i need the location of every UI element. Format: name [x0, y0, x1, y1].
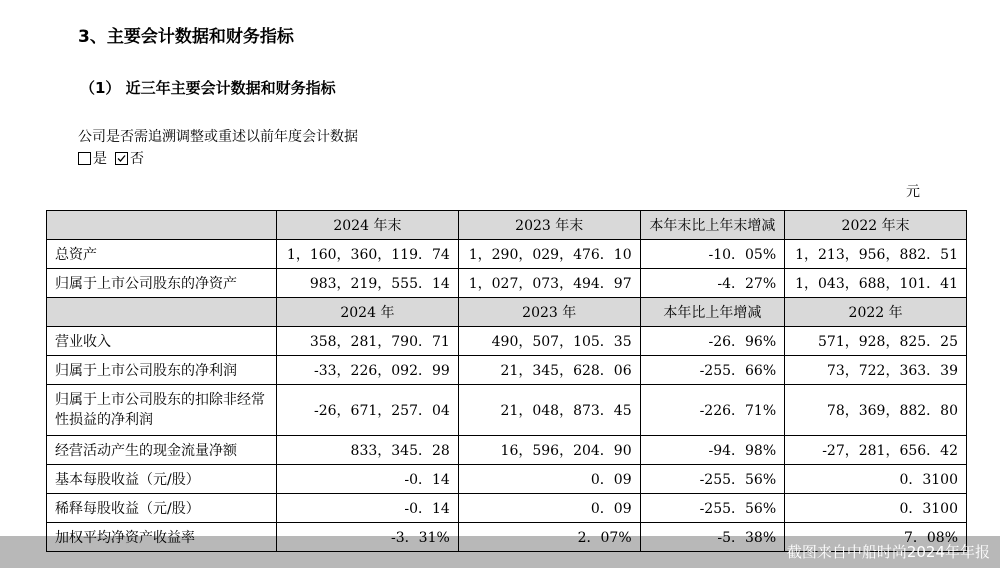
table-row: [47, 465, 967, 494]
table-cell: 78，369，882．80: [785, 385, 967, 436]
table-cell: 1，290，029，476．10: [458, 240, 640, 269]
row-label: 归属于上市公司股东的净利润: [47, 356, 277, 385]
table-header-row: [47, 211, 967, 240]
table-cell: 7．08%: [785, 523, 967, 552]
table-cell: 1，160，360，119．74: [277, 240, 459, 269]
option-yes-label: 是: [93, 151, 107, 167]
table-cell: 1，043，688，101．41: [785, 269, 967, 298]
table-cell: 1，213，956，882．51: [785, 240, 967, 269]
table-cell: -10．05%: [640, 240, 785, 269]
table-row: [47, 436, 967, 465]
watermark: 截图来自中船时尚2024年年报: [0, 536, 1000, 568]
table-cell: 0．09: [458, 465, 640, 494]
section-title: 3、主要会计数据和财务指标: [78, 27, 294, 47]
table-header-cell: [47, 298, 277, 327]
table-cell: -5．38%: [640, 523, 785, 552]
table-header-row: [47, 298, 967, 327]
table-cell: -3．31%: [277, 523, 459, 552]
checkbox-empty-icon: [78, 152, 91, 165]
financial-data-table: [46, 210, 967, 552]
option-no[interactable]: [115, 148, 144, 168]
table-cell: -226．71%: [640, 385, 785, 436]
table-cell: 0．09: [458, 494, 640, 523]
row-label: 归属于上市公司股东的扣除非经常性损益的净利润: [47, 385, 277, 436]
table-header-cell: 2023 年末: [458, 211, 640, 240]
table-row: [47, 269, 967, 298]
table-cell: -255．56%: [640, 494, 785, 523]
checkbox-checked-icon: [115, 152, 128, 165]
table-header-cell: 2024 年末: [277, 211, 459, 240]
table-cell: 73，722，363．39: [785, 356, 967, 385]
table-cell: -0．14: [277, 465, 459, 494]
table-cell: -26．96%: [640, 327, 785, 356]
restatement-question: 公司是否需追溯调整或重述以前年度会计数据: [78, 129, 358, 145]
row-label: 归属于上市公司股东的净资产: [47, 269, 277, 298]
table-row: [47, 385, 967, 436]
table-header-cell: [47, 211, 277, 240]
row-label: 加权平均净资产收益率: [47, 523, 277, 552]
table-cell: -255．66%: [640, 356, 785, 385]
currency-unit: 元: [906, 184, 920, 200]
table-cell: 2．07%: [458, 523, 640, 552]
row-label: 经营活动产生的现金流量净额: [47, 436, 277, 465]
table-header-cell: 本年末比上年末增减: [640, 211, 785, 240]
table-cell: 0．3100: [785, 465, 967, 494]
table-cell: -0．14: [277, 494, 459, 523]
table-header-cell: 2023 年: [458, 298, 640, 327]
option-no-label: 否: [130, 151, 144, 167]
table-cell: -27，281，656．42: [785, 436, 967, 465]
table-cell: 16，596，204．90: [458, 436, 640, 465]
row-label: 总资产: [47, 240, 277, 269]
row-label: 基本每股收益（元/股）: [47, 465, 277, 494]
table-cell: 21，048，873．45: [458, 385, 640, 436]
table-cell: 21，345，628．06: [458, 356, 640, 385]
table-cell: 571，928，825．25: [785, 327, 967, 356]
table-cell: 490，507，105．35: [458, 327, 640, 356]
sub-title: （1） 近三年主要会计数据和财务指标: [80, 79, 336, 97]
table-row: [47, 327, 967, 356]
table-cell: -94．98%: [640, 436, 785, 465]
table-cell: 983，219，555．14: [277, 269, 459, 298]
table-cell: 0．3100: [785, 494, 967, 523]
table-header-cell: 2022 年末: [785, 211, 967, 240]
row-label: 稀释每股收益（元/股）: [47, 494, 277, 523]
table-cell: -255．56%: [640, 465, 785, 494]
table-row: [47, 240, 967, 269]
table-cell: -33，226，092．99: [277, 356, 459, 385]
table-header-cell: 本年比上年增减: [640, 298, 785, 327]
table-row: [47, 494, 967, 523]
restatement-options: [78, 148, 144, 168]
table-header-cell: 2022 年: [785, 298, 967, 327]
option-yes[interactable]: [78, 148, 107, 168]
table-cell: 833，345．28: [277, 436, 459, 465]
table-row: [47, 356, 967, 385]
table-cell: 358，281，790．71: [277, 327, 459, 356]
table-cell: -4．27%: [640, 269, 785, 298]
table-cell: 1，027，073，494．97: [458, 269, 640, 298]
table-cell: -26，671，257．04: [277, 385, 459, 436]
row-label: 营业收入: [47, 327, 277, 356]
table-header-cell: 2024 年: [277, 298, 459, 327]
